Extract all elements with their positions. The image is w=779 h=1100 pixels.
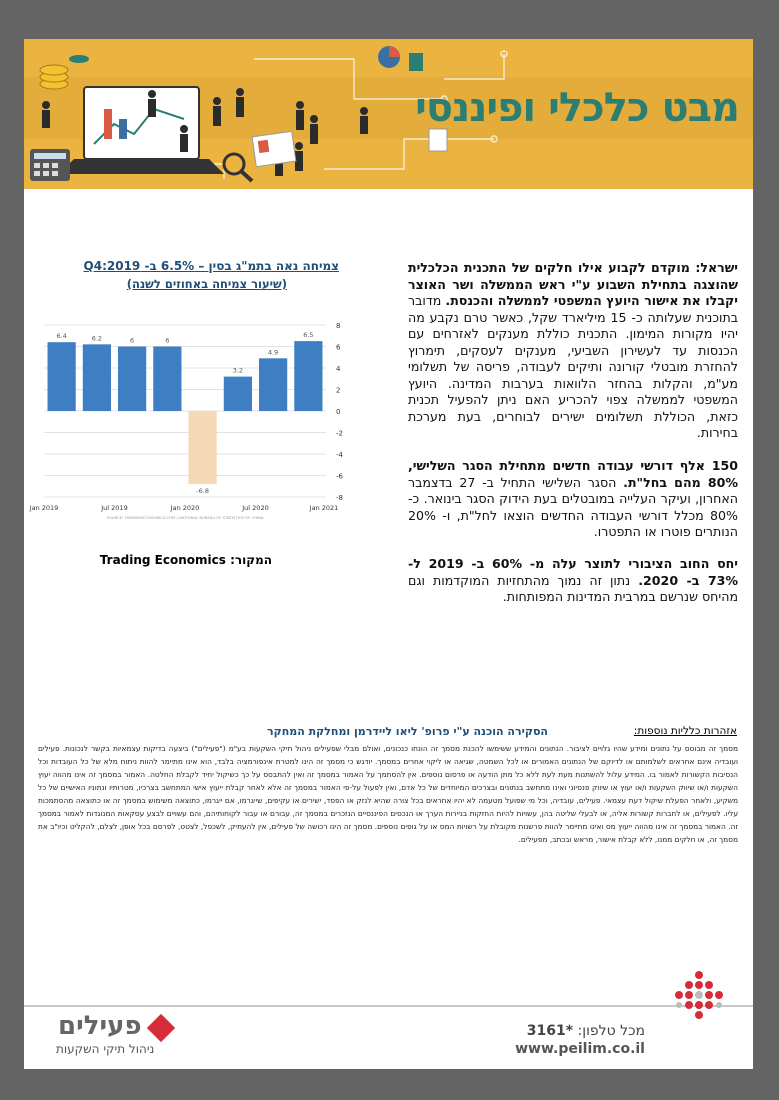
bar — [118, 347, 146, 412]
paragraph-debt-ratio-lead: יחס החוב הציבורי לתוצר עלה מ- 60% ב- 2019 ל- 73% ב- 2020. — [408, 556, 738, 588]
paragraph-debt-ratio — [408, 556, 738, 606]
y-tick-label: 6 — [336, 343, 341, 352]
paragraph-israel-plan — [408, 260, 738, 442]
bar-value-label: 4.9 — [267, 348, 279, 357]
footer-divider — [24, 1005, 753, 1007]
source-line — [100, 553, 272, 567]
y-tick-label: -4 — [336, 451, 343, 459]
pie-chart-icon — [378, 46, 423, 71]
x-tick-label: Jan 2020 — [170, 504, 200, 512]
newsletter-page — [24, 39, 753, 1069]
phone-line — [527, 1023, 645, 1039]
documents-icon — [252, 129, 447, 167]
chart-title: צמיחה נאה בתמ"ג בסין – 6.5% ב- Q4:2019 — [83, 259, 339, 273]
paragraph-job-seekers-body: הסגר השלישי התחיל ב- 27 בדצמבר האחרון, ועיקר העלייה במובטלים בעת הידוק הסגר בינואר. כ- 80% מכלל דורשי העבודה החדשים הוצאו לחל"ת, ו- 20% הנותרים פוטרו או התפטרו. — [408, 474, 738, 539]
y-tick-label: 2 — [336, 386, 341, 395]
magnifier-icon — [224, 154, 252, 181]
banner-title: מבט כלכלי ופיננסי — [415, 85, 739, 131]
paragraph-job-seekers — [408, 458, 738, 541]
chart-source-note: SOURCE: TRADINGECONOMICS.COM | NATIONAL BUREAU OF STATISTICS OF CHINA — [106, 515, 264, 520]
y-tick-label: 0 — [336, 408, 341, 416]
bar-value-label: 6 — [165, 336, 170, 345]
bar — [48, 342, 76, 411]
bar-value-label: 3.2 — [232, 366, 244, 375]
bar — [83, 344, 111, 411]
y-tick-label: 4 — [336, 365, 341, 373]
peilim-logo-icon — [144, 1011, 178, 1045]
coins-icon — [40, 55, 89, 89]
gdp-chart — [29, 317, 346, 522]
dots-logo-icon — [664, 969, 734, 1029]
calculator-icon — [30, 149, 70, 181]
laptop-icon — [59, 87, 224, 174]
y-tick-label: -6 — [336, 472, 343, 481]
paragraph-job-seekers-lead: 150 אלף דורשי עבודה חדשים מתחילת הסגר השלישי, 80% מהם בחל"ת. — [408, 458, 738, 490]
x-tick-label: Jan 2021 — [309, 504, 339, 512]
header-banner — [24, 39, 753, 189]
disclaimer-body: מסמך זה מבוסס על נתונים ומידע שהיו גלויים לציבור. הנתונים והמידע ששימשו להכנת מסמך זה הונחו כנכונים, ואולם מבלי שפעילים ניהול תיקי השקעות בע"מ ("פעילים") ביצעה בדיקות עצמאיות בקשר לנכונות. פעילים ועובדיה אינם אחראים לשלמותם או לדיוקם של הנתונים האמורים או לכל השמטה, שגיאה או ליקוי אחרים במסמך. יודגש כי מסמך זה הינו למטרת אינפורמציה בלבד, הוא אינו מתיימר להוות ניתוח מלא של כל העובדות וכל הנסיבות הקשורות לאמור בו. המידע עלול להשתנות מעת לעת ללא כל מתן הודעה או פרסום נוספים. אין להסתמך על האמור במסמך זה ואין להתבסס על כך כשיקול יחיד לקבלת החלטה. האמור במסמך זה אינו מהווה יעוץ השקעות ו/או שיווק השקעות ו/או יעוץ או שיווק פנסיוני ואינו מתחשב בנתונים ובצרכים המיוחדים של כל אדם, ואין לפעול על-פי האמור במסמך זה אלא לאחר קבלת ייעוץ אישי המתחשב בצרכיו, מטרותיו ונתוניו האישיים של כל משקיע, ולאחר הפעלת שיקול דעת עצמאי. פעילים, עובדיה, וכל מי שפועל מטעמה לא יהיו אחראים בכל צורה שהיא לנזק או הפסד, ישירים או עקיפים, שייגרמו, אם ייגרמו, כתוצאה משימוש במסמך זה או כתוצאה מהסתמכות עליו. לפעילים, או לחברות קשורות אליה, או לבעלי שליטה בהן, עשויות להיות החזקות בניירות הערך או הנכסים הפיננסיים הנזכרים במסמך זה, עבורם או עבור לקוחותיהם, והם עשויים לבצע עסקאות המנוגדות לאמור במסמך זה. האמור במסמך זה אינו מהווה ייעוץ מס ואינו מתיימר להוות פרשנות מקובלת על רשויות המס או על גופים נוספים. מסמך זה הינו רכושה של פעילים, אין להעתיק, לשכפל, לצטט, לפרסם בכל אופן, לצלם, להקליט וכיו"ב את מסמך זה, או חלקים ממנו, ללא קבלת אישור, מראש ובכתב, מפעילים. — [38, 744, 738, 844]
source-name: Trading Economics — [99, 553, 226, 567]
bar — [189, 411, 217, 484]
bar-value-label: 6.4 — [56, 332, 67, 341]
bar-value-label: 6.5 — [303, 331, 314, 340]
x-tick-label: Jul 2019 — [101, 504, 128, 512]
bar-value-label: -6.8 — [196, 487, 209, 496]
logo-name: פעילים — [58, 1011, 142, 1041]
y-tick-label: -2 — [336, 429, 343, 438]
paragraph-israel-plan-body: מדובר בתוכנית שעלותה כ- 15 מיליארד שקל, כאשר טרם נקבע מה יהיו מקורות המימון. התכנית כוללת מענקים לאזרחים עם הכנסות עד לעשירון השביעי, מענקים לעסקים, תימרוץ להחזרת מובטלי קורונה ותיקים לעבודה, פריסה של תשלומי מע"מ, והקלות בהחזר הלוואות בערבות המדינה. היועץ המשפטי לממשלה צפוי להכריע האם ניתן להפעיל תכנית כזאת, הכוללת תשלומים ישירים לבוחרים, בעת מערכת בחירות. — [408, 293, 738, 440]
phone-label: מכל טלפון: — [577, 1023, 645, 1039]
paragraph-debt-ratio-body: נתון זה נמוך מהתחזיות המוקדמות וגם מהיחס שנרשם במרבית המדינות המפותחות. — [408, 572, 738, 604]
website-link[interactable]: www.peilim.co.il — [515, 1041, 645, 1057]
x-tick-label: Jan 2019 — [29, 504, 59, 512]
bar-value-label: 6.2 — [91, 334, 103, 343]
prepared-by: הסקירה הוכנה ע"י פרופ' ליאו ליידרמן ומחלקת המחקר — [267, 725, 548, 738]
bar — [259, 358, 287, 411]
gdp-chart-svg — [29, 317, 346, 522]
phone-number: *3161 — [526, 1023, 574, 1039]
bar — [153, 347, 181, 412]
y-tick-label: 8 — [336, 322, 341, 330]
y-tick-label: -8 — [336, 494, 343, 502]
disclaimer-heading: אזהרות כלליות נוספות: — [633, 725, 737, 737]
source-label: המקור: — [230, 553, 272, 567]
chart-subtitle: (שיעור צמיחה באחוזים לשנה) — [126, 277, 287, 291]
bar — [294, 341, 322, 411]
paragraph-israel-plan-lead: ישראל: מוקדם לקבוע אילו חלקים של התכנית הכלכלית שהוצגה בתחילת השבוע ע"י ראש הממשלה ושר האוצר יקבלו את אישור היועץ המשפטי לממשלה והכנסת. — [408, 260, 738, 308]
bar — [224, 377, 252, 411]
x-tick-label: Jul 2020 — [242, 504, 269, 512]
bar-value-label: 6 — [130, 336, 135, 345]
logo-tagline: ניהול תיקי השקעות — [56, 1042, 155, 1056]
